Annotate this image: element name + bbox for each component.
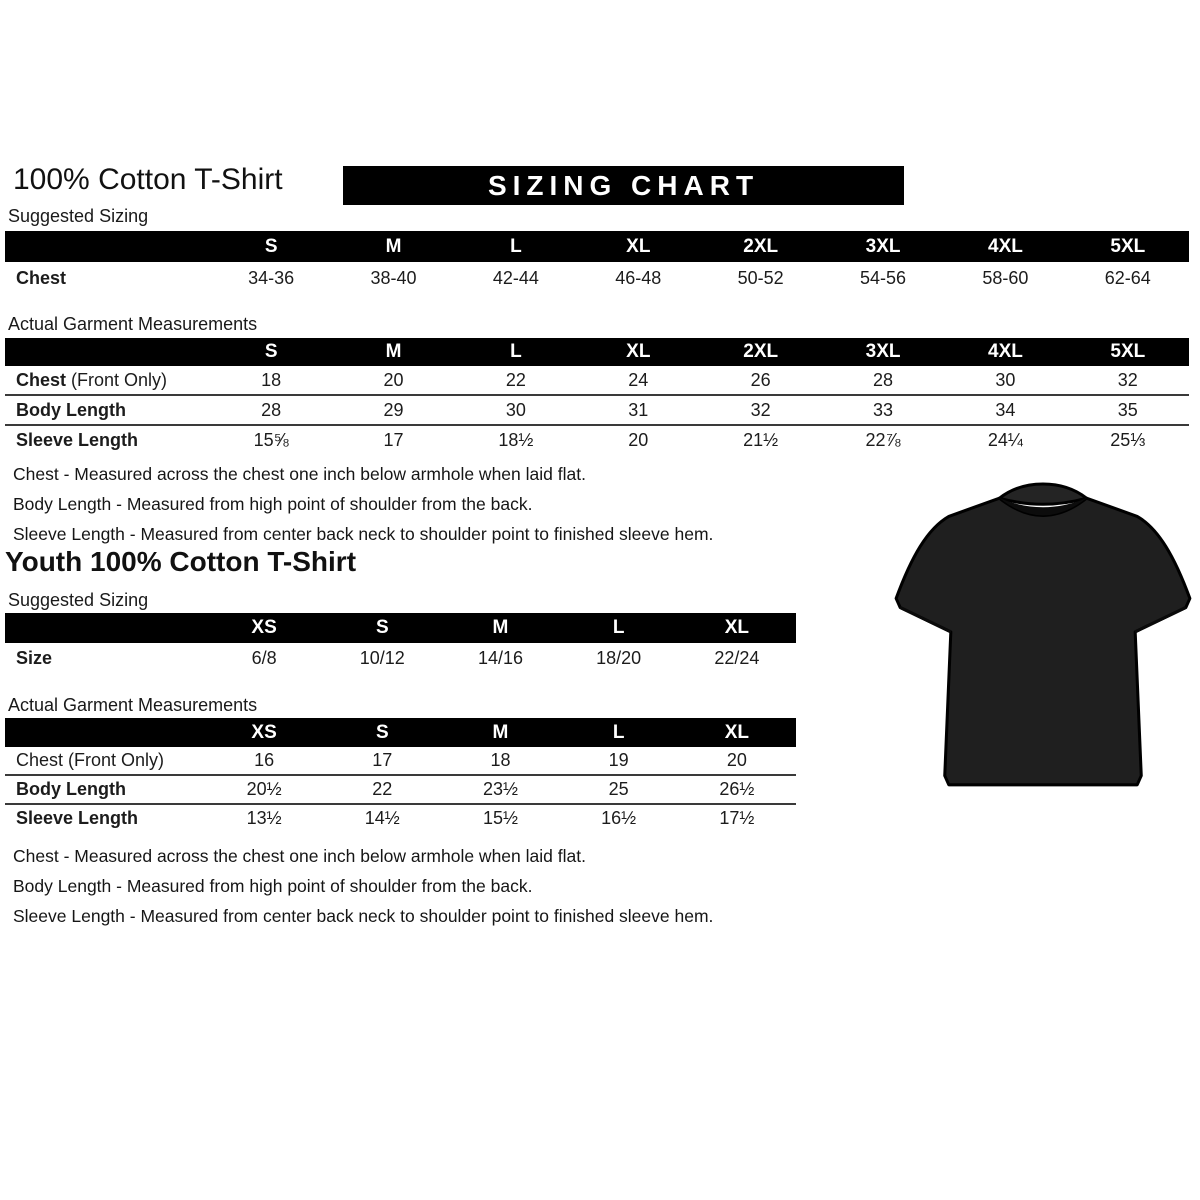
size-header: M — [332, 231, 454, 262]
row-label: Body Length — [5, 775, 205, 804]
cell: 10/12 — [359, 648, 405, 668]
cell: 17½ — [678, 804, 796, 832]
cell: 17 — [372, 750, 393, 770]
youth-actual-table — [5, 718, 796, 832]
row-label: Chest — [16, 267, 67, 288]
cell: 30 — [455, 395, 577, 425]
cell: 18 — [490, 750, 511, 770]
page-title: 100% Cotton T-Shirt — [13, 163, 283, 196]
table-row — [5, 425, 1189, 454]
size-header: S — [323, 613, 441, 643]
size-header: XL — [678, 613, 796, 643]
table-header-row — [5, 613, 796, 643]
cell: 16½ — [560, 804, 678, 832]
cell: 22 — [505, 369, 526, 390]
cell: 32 — [1117, 369, 1138, 390]
cell: 23½ — [441, 775, 559, 804]
note-line: Sleeve Length - Measured from center back neck to shoulder point to finished sleeve hem. — [13, 524, 714, 544]
sizing-chart-banner: SIZING CHART — [343, 166, 904, 205]
cell: 16 — [254, 750, 275, 770]
cell: 15⅝ — [210, 425, 332, 454]
table-row — [5, 366, 1189, 395]
size-header: XS — [205, 718, 323, 747]
row-label: Sleeve Length — [5, 804, 205, 832]
table-header-row — [5, 718, 796, 747]
corner-cell — [5, 718, 205, 747]
table-header-row — [5, 338, 1189, 366]
size-header: XL — [577, 338, 699, 366]
size-header: 4XL — [944, 231, 1066, 262]
table-header-row — [5, 231, 1189, 262]
table-row — [5, 804, 796, 832]
youth-suggested-sizing-label: Suggested Sizing — [8, 590, 149, 610]
cell: 32 — [700, 395, 822, 425]
youth-actual-measurements-label: Actual Garment Measurements — [8, 695, 258, 715]
size-header: XS — [205, 613, 323, 643]
size-header: S — [210, 338, 332, 366]
note-line: Body Length - Measured from high point of shoulder from the back. — [13, 876, 533, 896]
black-tshirt-image — [886, 474, 1200, 812]
cell: 26½ — [678, 775, 796, 804]
cell: 14/16 — [477, 648, 523, 668]
row-label: Sleeve Length — [5, 425, 210, 454]
cell: 19 — [608, 750, 629, 770]
row-label: Body Length — [5, 395, 210, 425]
cell: 20½ — [205, 775, 323, 804]
cell: 14½ — [323, 804, 441, 832]
cell: 58-60 — [982, 267, 1029, 288]
size-header: 2XL — [700, 231, 822, 262]
size-header: 3XL — [822, 231, 944, 262]
table-row — [5, 775, 796, 804]
size-header: 5XL — [1067, 338, 1189, 366]
cell: 18½ — [455, 425, 577, 454]
cell: 62-64 — [1104, 267, 1151, 288]
cell: 25⅓ — [1067, 425, 1189, 454]
note-line: Chest - Measured across the chest one inch below armhole when laid flat. — [13, 846, 586, 866]
size-header: 2XL — [700, 338, 822, 366]
size-header: 3XL — [822, 338, 944, 366]
cell: 18 — [261, 369, 282, 390]
cell: 22 — [323, 775, 441, 804]
size-header: M — [332, 338, 454, 366]
cell: 35 — [1067, 395, 1189, 425]
cell: 24 — [628, 369, 649, 390]
row-label: Chest (Front Only) — [16, 369, 168, 390]
adult-measurement-notes — [13, 459, 713, 549]
cell: 18/20 — [596, 648, 642, 668]
table-row — [5, 262, 1189, 294]
cell: 54-56 — [860, 267, 907, 288]
youth-suggested-table — [5, 613, 796, 674]
cell: 42-44 — [492, 267, 539, 288]
adult-suggested-table — [5, 231, 1189, 294]
size-header: 5XL — [1067, 231, 1189, 262]
cell: 28 — [873, 369, 894, 390]
row-label: Chest (Front Only) — [16, 750, 165, 770]
cell: 13½ — [205, 804, 323, 832]
table-row — [5, 747, 796, 775]
cell: 34-36 — [248, 267, 295, 288]
corner-cell — [5, 338, 210, 366]
cell: 21½ — [700, 425, 822, 454]
cell: 24¼ — [944, 425, 1066, 454]
cell: 33 — [822, 395, 944, 425]
table-row — [5, 395, 1189, 425]
size-header: L — [560, 718, 678, 747]
cell: 46-48 — [615, 267, 662, 288]
adult-actual-measurements-label: Actual Garment Measurements — [8, 314, 258, 334]
row-label: Size — [16, 648, 53, 668]
adult-suggested-sizing-label: Suggested Sizing — [8, 206, 149, 226]
cell: 29 — [332, 395, 454, 425]
cell: 25 — [560, 775, 678, 804]
corner-cell — [5, 613, 205, 643]
size-header: XL — [577, 231, 699, 262]
cell: 38-40 — [370, 267, 417, 288]
cell: 20 — [383, 369, 404, 390]
youth-measurement-notes — [13, 841, 713, 931]
size-header: 4XL — [944, 338, 1066, 366]
corner-cell — [5, 231, 210, 262]
cell: 22/24 — [714, 648, 760, 668]
cell: 22⅞ — [822, 425, 944, 454]
cell: 20 — [577, 425, 699, 454]
cell: 15½ — [441, 804, 559, 832]
note-line: Chest - Measured across the chest one inch below armhole when laid flat. — [13, 464, 586, 484]
size-header: M — [441, 718, 559, 747]
cell: 31 — [577, 395, 699, 425]
size-header: L — [455, 338, 577, 366]
size-header: S — [323, 718, 441, 747]
youth-section-title: Youth 100% Cotton T-Shirt — [5, 546, 357, 577]
size-header: XL — [678, 718, 796, 747]
size-header: L — [455, 231, 577, 262]
size-header: M — [441, 613, 559, 643]
cell: 50-52 — [737, 267, 784, 288]
cell: 34 — [944, 395, 1066, 425]
note-line: Sleeve Length - Measured from center back neck to shoulder point to finished sleeve hem. — [13, 906, 714, 926]
table-row — [5, 643, 796, 674]
cell: 20 — [726, 750, 747, 770]
cell: 30 — [995, 369, 1016, 390]
size-header: L — [560, 613, 678, 643]
cell: 17 — [332, 425, 454, 454]
note-line: Body Length - Measured from high point of shoulder from the back. — [13, 494, 533, 514]
cell: 28 — [210, 395, 332, 425]
adult-actual-table — [5, 338, 1189, 454]
cell: 26 — [750, 369, 771, 390]
cell: 6/8 — [251, 648, 277, 668]
size-header: S — [210, 231, 332, 262]
